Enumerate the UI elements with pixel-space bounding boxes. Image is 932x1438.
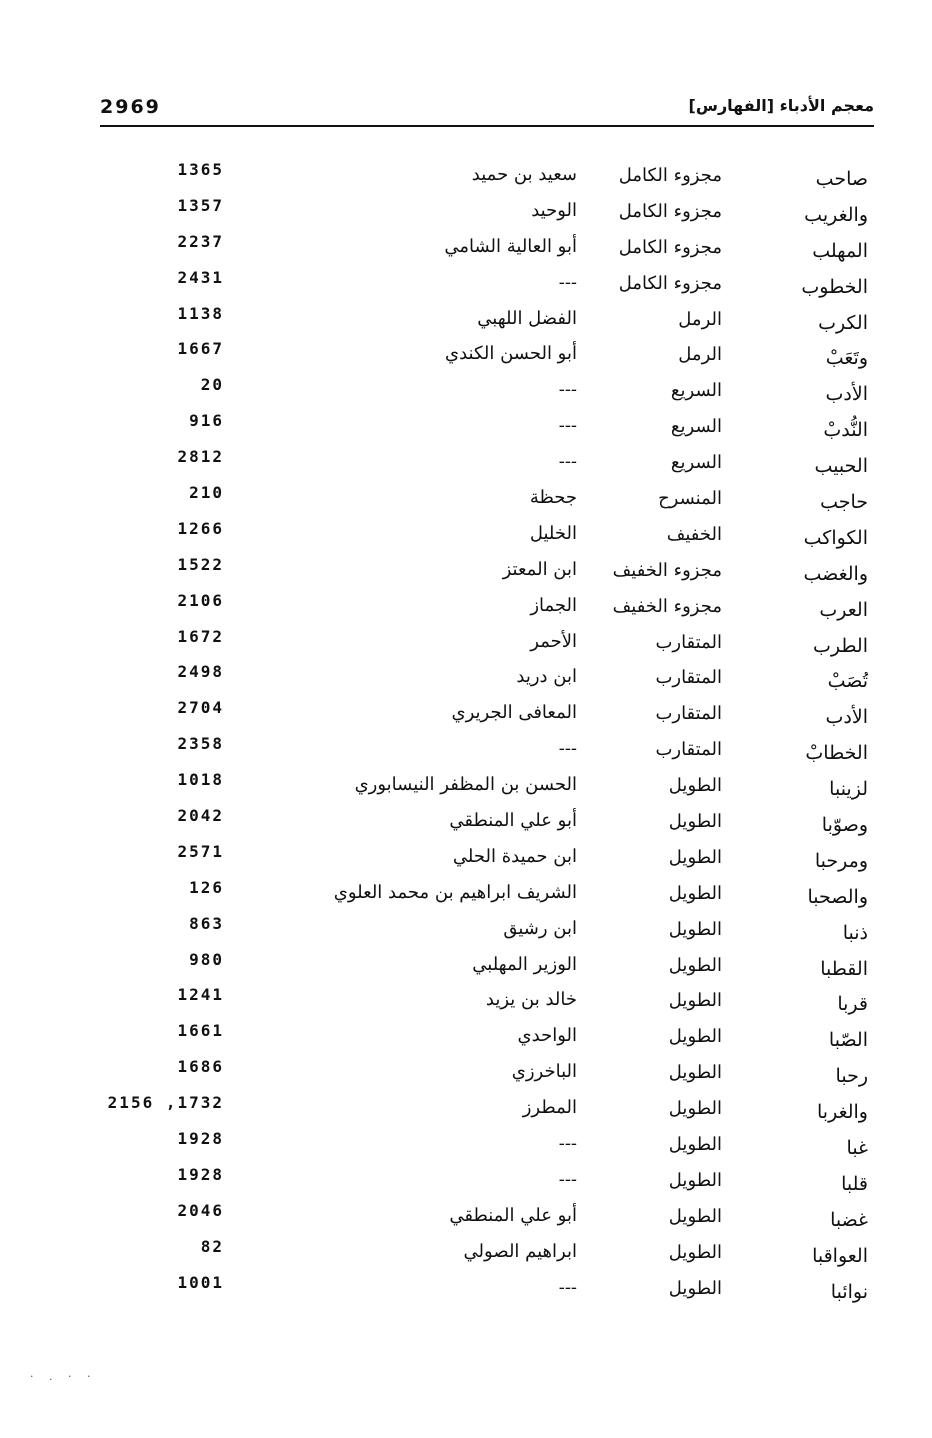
page-references: 1928 <box>177 1164 224 1184</box>
rhyme-word: والغربا <box>817 1101 868 1124</box>
page-references: 1928 <box>177 1129 224 1149</box>
poet-name: الوحيد <box>531 199 577 221</box>
meter-name: المتقارب <box>655 703 722 725</box>
poet-name: الشريف ابراهيم بن محمد العلوي <box>333 881 577 903</box>
page-references: 1001 <box>177 1272 224 1292</box>
poet-name: ابن دريد <box>516 666 577 688</box>
index-row <box>0 1271 932 1307</box>
index-row <box>0 302 932 338</box>
meter-name: الطويل <box>668 1062 722 1084</box>
index-row <box>0 553 932 589</box>
page-references: 916 <box>189 411 224 431</box>
meter-name: المتقارب <box>655 667 722 689</box>
page-header <box>100 96 874 126</box>
meter-name: المنسرح <box>658 488 722 510</box>
meter-name: الرمل <box>678 308 722 330</box>
poet-name: أبو علي المنطقي <box>449 1204 577 1226</box>
rhyme-word: الحبيب <box>814 455 868 478</box>
meter-name: الطويل <box>668 954 722 976</box>
poet-name: --- <box>558 271 577 293</box>
rhyme-word: الخطابْ <box>805 742 868 765</box>
poet-name: ابراهيم الصولي <box>463 1240 577 1262</box>
page-references: 1018 <box>177 770 224 790</box>
meter-name: الطويل <box>668 1277 722 1299</box>
meter-name: مجزوء الكامل <box>618 165 722 186</box>
page-references: 1241 <box>177 985 224 1005</box>
meter-name: مجزوء الكامل <box>618 236 722 258</box>
rhyme-word: النُّدبْ <box>823 419 868 442</box>
page-references: 1522 <box>177 554 224 574</box>
poet-name: المطرز <box>522 1097 577 1119</box>
rhyme-word: قلبا <box>841 1172 868 1195</box>
index-row <box>0 337 932 373</box>
meter-name: مجزوء الكامل <box>618 200 722 222</box>
page-references: 1365 <box>177 160 224 179</box>
meter-name: الخفيف <box>666 523 722 545</box>
index-row <box>0 1199 932 1235</box>
page-references: 980 <box>189 949 224 969</box>
meter-name: السريع <box>670 380 722 402</box>
meter-name: الطويل <box>668 918 722 940</box>
index-row <box>0 1055 932 1091</box>
meter-name: الطويل <box>668 1241 722 1263</box>
rhyme-word: العرب <box>819 598 868 621</box>
rhyme-word: والغريب <box>804 203 868 226</box>
rhyme-word: لزينبا <box>829 778 868 801</box>
rhyme-word: ذنبا <box>842 921 868 944</box>
index-row <box>0 1163 932 1199</box>
index-row <box>0 1235 932 1271</box>
index-row <box>0 876 932 912</box>
page-references: 1667 <box>177 339 224 359</box>
poet-name: الفضل اللهبي <box>477 307 577 329</box>
rhyme-word: العواقبا <box>812 1244 868 1267</box>
rhyme-word: حاجب <box>820 491 868 514</box>
poet-name: --- <box>558 738 577 760</box>
page-references: 2498 <box>177 662 224 682</box>
poet-name: ابن حميدة الحلي <box>452 845 577 867</box>
page-references: 126 <box>189 877 224 897</box>
poet-name: الجماز <box>530 594 577 616</box>
index-row <box>0 768 932 804</box>
meter-name: الطويل <box>668 1098 722 1120</box>
index-row <box>0 804 932 840</box>
index-table <box>0 158 932 1307</box>
page-references: 2704 <box>177 698 224 718</box>
poet-name: --- <box>558 1276 577 1298</box>
rhyme-word: قربا <box>837 993 868 1016</box>
poet-name: الوزير المهلبي <box>472 953 577 975</box>
running-title: معجم الأدباء [الفهارس] <box>688 96 874 115</box>
index-row <box>0 517 932 553</box>
meter-name: مجزوء الخفيف <box>612 559 722 581</box>
meter-name: السريع <box>670 452 722 474</box>
rhyme-word: رحبا <box>835 1065 868 1088</box>
rhyme-word: صاحب <box>815 168 868 190</box>
page-references: 210 <box>189 483 224 503</box>
rhyme-word: وتَعَبْ <box>825 347 868 370</box>
meter-name: السريع <box>670 416 722 438</box>
meter-name: الطويل <box>668 990 722 1012</box>
rhyme-word: والغضب <box>803 562 868 585</box>
rhyme-word: الكرب <box>818 311 868 334</box>
page-references: 2106 <box>177 590 224 610</box>
page-references: 2358 <box>177 734 224 754</box>
meter-name: المتقارب <box>655 739 722 761</box>
index-row <box>0 840 932 876</box>
rhyme-word: تُصَبْ <box>827 670 868 693</box>
rhyme-word: القطبا <box>820 957 868 980</box>
meter-name: مجزوء الكامل <box>618 272 722 294</box>
meter-name: الرمل <box>678 344 722 366</box>
meter-name: الطويل <box>668 882 722 904</box>
rhyme-word: الكواكب <box>803 526 868 549</box>
index-row <box>0 409 932 445</box>
poet-name: الواحدي <box>517 1025 577 1047</box>
poet-name: --- <box>558 379 577 401</box>
rhyme-word: والصحبا <box>807 885 868 908</box>
poet-name: أبو الحسن الكندي <box>444 343 577 365</box>
index-row <box>0 1127 932 1163</box>
page-references: 1357 <box>177 195 224 215</box>
index-row <box>0 948 932 984</box>
poet-name: سعيد بن حميد <box>471 164 577 185</box>
index-row <box>0 1019 932 1055</box>
rhyme-word: وصوّبا <box>821 814 868 837</box>
poet-name: --- <box>558 451 577 473</box>
index-row <box>0 194 932 230</box>
poet-name: الحسن بن المظفر النيسابوري <box>354 774 577 796</box>
page-references: 863 <box>189 913 224 933</box>
rhyme-word: الخطوب <box>801 275 868 298</box>
index-row <box>0 230 932 266</box>
rhyme-word: الأدب <box>825 706 868 729</box>
page-references: 1661 <box>177 1021 224 1041</box>
page-references: 2042 <box>177 806 224 826</box>
rhyme-word: الصّبا <box>828 1029 868 1052</box>
meter-name: المتقارب <box>655 631 722 653</box>
rhyme-word: غبا <box>846 1137 868 1160</box>
meter-name: الطويل <box>668 1169 722 1191</box>
rhyme-word: الأدب <box>825 383 868 406</box>
rhyme-word: ومرحبا <box>814 849 868 872</box>
rhyme-word: نوائبا <box>830 1280 868 1303</box>
page-references: 2571 <box>177 841 224 861</box>
poet-name: أبو العالية الشامي <box>444 235 577 257</box>
index-row <box>0 373 932 409</box>
poet-name: ابن المعتز <box>502 558 577 580</box>
page-references: 1138 <box>177 303 224 323</box>
rhyme-word: غضبا <box>830 1208 868 1231</box>
meter-name: الطويل <box>668 1205 722 1227</box>
index-row <box>0 1091 932 1127</box>
page-references: 82 <box>200 1236 224 1256</box>
rhyme-word: الطرب <box>812 634 868 657</box>
page-references: 1686 <box>177 1057 224 1077</box>
poet-name: ابن رشيق <box>503 917 577 939</box>
meter-name: الطويل <box>668 811 722 833</box>
index-row <box>0 696 932 732</box>
poet-name: --- <box>558 1168 577 1190</box>
scan-specks: · . · · <box>30 1370 97 1383</box>
poet-name: خالد بن يزيد <box>485 989 577 1011</box>
meter-name: الطويل <box>668 1026 722 1048</box>
index-row <box>0 266 932 302</box>
page-references: 1266 <box>177 518 224 538</box>
poet-name: الخليل <box>529 522 577 544</box>
header-rule <box>100 125 874 127</box>
page-references: 2156 ,1732 <box>107 1093 224 1113</box>
index-row <box>0 983 932 1019</box>
poet-name: الباخرزي <box>511 1061 577 1083</box>
index-row <box>0 158 932 194</box>
meter-name: الطويل <box>668 1134 722 1156</box>
page-references: 2431 <box>177 267 224 287</box>
poet-name: جحظة <box>529 487 577 509</box>
poet-name: المعافى الجريري <box>451 702 577 724</box>
index-row <box>0 625 932 661</box>
poet-name: --- <box>558 1133 577 1155</box>
page-references: 1672 <box>177 626 224 646</box>
meter-name: الطويل <box>668 775 722 797</box>
rhyme-word: المهلب <box>812 239 868 262</box>
index-row <box>0 445 932 481</box>
index-row <box>0 589 932 625</box>
index-row <box>0 912 932 948</box>
poet-name: أبو علي المنطقي <box>449 810 577 832</box>
index-row <box>0 660 932 696</box>
meter-name: مجزوء الخفيف <box>612 595 722 617</box>
page-references: 2046 <box>177 1200 224 1220</box>
page-references: 2812 <box>177 447 224 467</box>
page-references: 2237 <box>177 231 224 251</box>
poet-name: --- <box>558 415 577 437</box>
page-number: 2969 <box>100 96 161 118</box>
index-row <box>0 481 932 517</box>
index-row <box>0 732 932 768</box>
poet-name: الأحمر <box>530 630 577 652</box>
page-references: 20 <box>200 375 224 395</box>
meter-name: الطويل <box>668 846 722 868</box>
